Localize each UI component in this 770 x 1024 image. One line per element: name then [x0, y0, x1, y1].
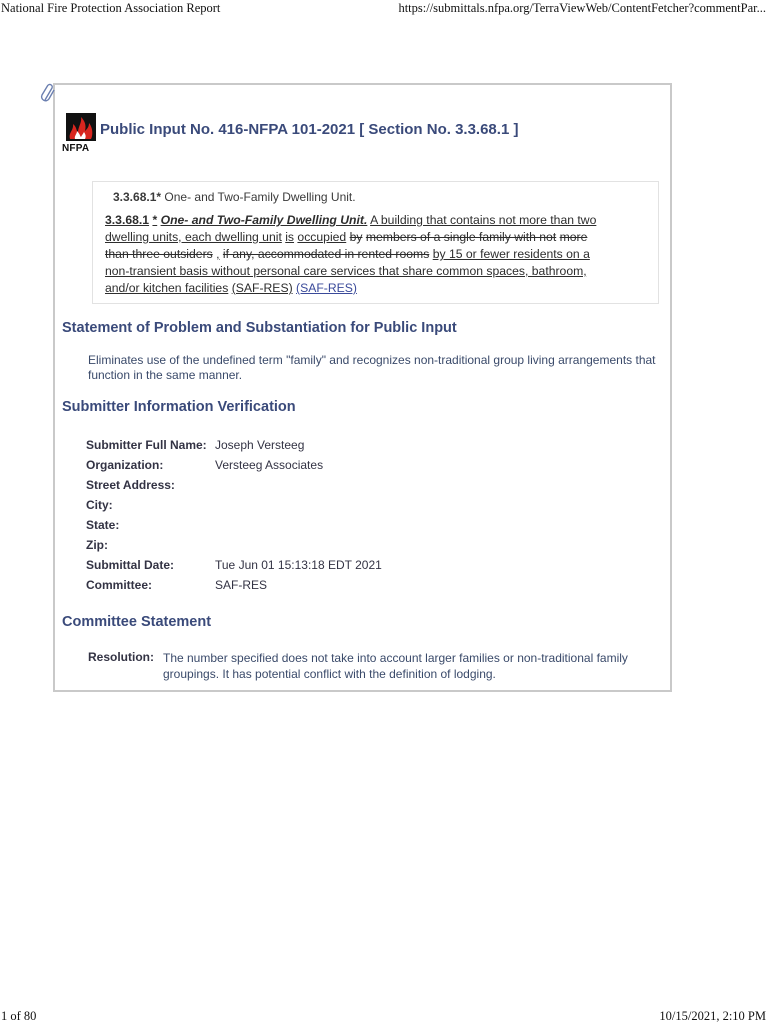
inserted-comma: ,	[216, 247, 220, 261]
submitter-heading: Submitter Information Verification	[62, 399, 296, 415]
city-label: City:	[86, 498, 113, 512]
inserted-occupied: occupied	[297, 230, 347, 244]
deleted-text-2: than three outsiders	[105, 247, 213, 261]
submitter-name-value: Joseph Versteeg	[215, 438, 305, 452]
defined-term: One- and Two-Family Dwelling Unit.	[160, 213, 368, 227]
deleted-text-1: members of a single family with not	[365, 230, 557, 244]
inserted-text-3: and/or kitchen facilities	[105, 281, 229, 295]
nfpa-logo-text: NFPA	[62, 143, 90, 154]
statement-text: Eliminates use of the undefined term "family" and recognizes non-traditional group living arrangements that function in the same manner.	[88, 353, 656, 382]
deleted-by: by	[349, 230, 363, 244]
inserted-is: is	[285, 230, 295, 244]
committee-statement-heading: Committee Statement	[62, 614, 212, 630]
print-header-title: National Fire Protection Association Report	[1, 1, 221, 15]
print-header-url: https://submittals.nfpa.org/TerraViewWeb/ContentFetcher?commentPar...	[398, 1, 766, 15]
deleted-more: more	[559, 230, 588, 244]
reference-1: (SAF-RES)	[231, 281, 293, 295]
page-counter: 1 of 80	[1, 1009, 37, 1023]
resolution-text: The number specified does not take into account larger families or non-traditional family groupings. It has potential conflict with the definition of lodging.	[163, 651, 628, 681]
section-star: *	[152, 213, 158, 227]
section-number: 3.3.68.1	[105, 213, 150, 227]
print-timestamp: 10/15/2021, 2:10 PM	[659, 1009, 766, 1023]
deleted-text-3: if any, accommodated in rented rooms	[222, 247, 430, 261]
committee-label: Committee:	[86, 578, 153, 592]
public-input-panel	[53, 83, 672, 692]
proposal-heading-text: One- and Two-Family Dwelling Unit.	[164, 190, 356, 204]
proposal-heading	[113, 190, 356, 204]
definition-text-2: dwelling units, each dwelling unit	[105, 230, 282, 244]
page-title: Public Input No. 416-NFPA 101-2021 [ Section No. 3.3.68.1 ]	[100, 121, 519, 138]
organization-label: Organization:	[86, 458, 164, 472]
organization-value: Versteeg Associates	[215, 458, 324, 472]
paperclip-icon[interactable]	[40, 82, 56, 104]
definition-text-1: A building that contains not more than two	[370, 213, 597, 227]
statement-heading: Statement of Problem and Substantiation for Public Input	[62, 320, 457, 336]
committee-value: SAF-RES	[215, 578, 268, 592]
submitter-name-label: Submitter Full Name:	[86, 438, 207, 452]
submittal-date-label: Submittal Date:	[86, 558, 175, 572]
submittal-date-value: Tue Jun 01 15:13:18 EDT 2021	[215, 558, 382, 572]
inserted-text-2: non-transient basis without personal care services that share common spaces, bathroom,	[105, 264, 587, 278]
proposal-box	[92, 181, 659, 304]
reference-2: (SAF-RES)	[296, 281, 357, 295]
resolution-label: Resolution:	[88, 650, 154, 664]
zip-label: Zip:	[86, 538, 108, 552]
inserted-text-1: by 15 or fewer residents on a	[432, 247, 590, 261]
state-label: State:	[86, 518, 120, 532]
proposal-heading-number: 3.3.68.1*	[113, 190, 162, 204]
proposal-text	[105, 212, 640, 297]
street-address-label: Street Address:	[86, 478, 175, 492]
